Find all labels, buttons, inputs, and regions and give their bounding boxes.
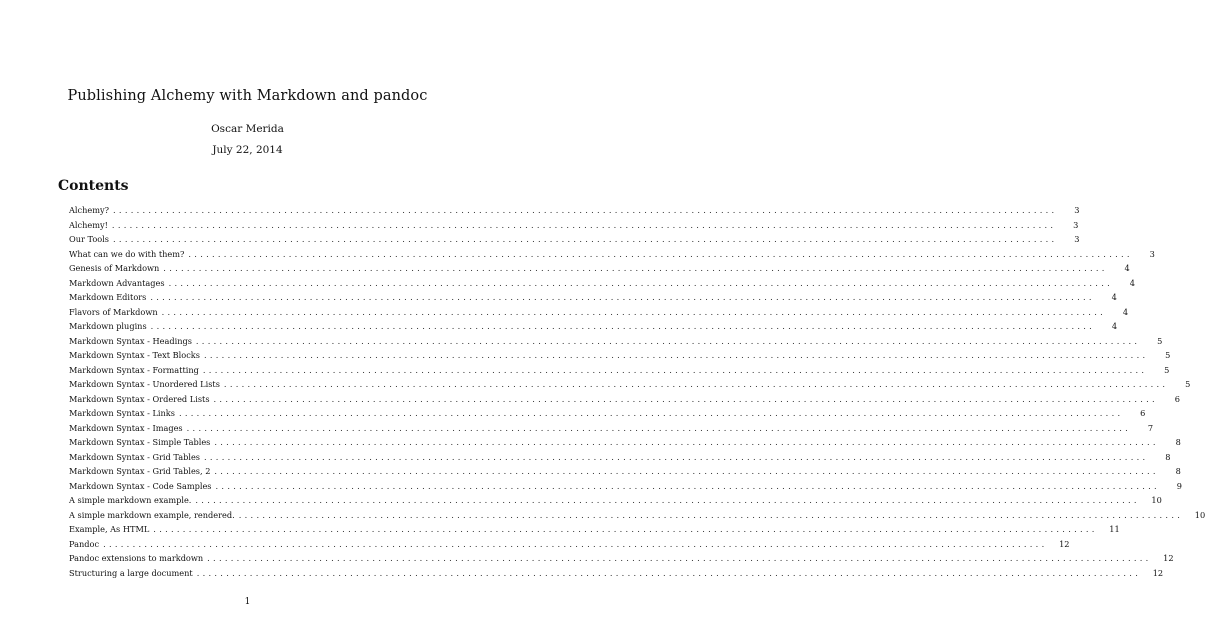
toc-entry-page: 12 xyxy=(1163,553,1174,563)
toc-leader-dots: ................................................................................................................................................................ xyxy=(178,408,1124,418)
toc-leader-dots: ................................................................................................................................................................ xyxy=(238,509,1184,520)
toc-entry[interactable] xyxy=(69,321,1118,336)
toc-entry[interactable] xyxy=(69,292,1117,307)
toc-entry-title[interactable]: Markdown Syntax - Unordered Lists xyxy=(69,379,220,389)
toc-entry[interactable] xyxy=(69,567,1164,583)
toc-leader-dots: ................................................................................................................................................................ xyxy=(161,306,1107,317)
toc-entry-title[interactable]: Genesis of Markdown xyxy=(69,263,160,273)
toc-entry[interactable] xyxy=(69,495,1162,510)
toc-entry-page: 5 xyxy=(1164,364,1170,375)
toc-entry-title[interactable]: Our Tools xyxy=(69,234,110,244)
toc-entry-page: 8 xyxy=(1175,437,1181,447)
toc-entry-page: 6 xyxy=(1174,393,1180,404)
toc-leader-dots: ................................................................................................................................................................ xyxy=(150,292,1095,302)
toc-entry-page: 5 xyxy=(1157,335,1163,346)
toc-leader-dots: ................................................................................................................................................................ xyxy=(103,538,1048,549)
toc-entry[interactable] xyxy=(69,306,1129,322)
toc-entry[interactable] xyxy=(69,379,1191,394)
toc-entry-title[interactable]: Markdown Syntax - Formatting xyxy=(69,364,199,375)
toc-entry-title[interactable]: Markdown plugins xyxy=(69,321,147,331)
toc-entry-title[interactable]: Markdown Syntax - Ordered Lists xyxy=(69,393,210,404)
toc-entry-title[interactable]: Markdown Syntax - Grid Tables xyxy=(69,451,200,462)
toc-entry[interactable] xyxy=(69,219,1079,235)
toc-entry-title[interactable]: Markdown Syntax - Grid Tables, 2 xyxy=(69,466,211,476)
toc-entry-page: 5 xyxy=(1165,350,1171,360)
toc-entry[interactable] xyxy=(69,234,1080,249)
toc-entry-page: 3 xyxy=(1074,205,1080,215)
toc-entry-title[interactable]: Structuring a large document xyxy=(69,567,193,578)
toc-entry[interactable] xyxy=(69,538,1070,554)
toc-leader-dots: ................................................................................................................................................................ xyxy=(153,524,1098,534)
toc-entry[interactable] xyxy=(69,263,1130,278)
toc-leader-dots: ................................................................................................................................................................ xyxy=(215,480,1160,491)
toc-entry-title[interactable]: Alchemy? xyxy=(69,205,110,215)
toc-entry[interactable] xyxy=(69,350,1171,365)
toc-leader-dots: ................................................................................................................................................................ xyxy=(188,248,1133,259)
toc-leader-dots: ................................................................................................................................................................ xyxy=(195,335,1141,346)
toc-entry[interactable] xyxy=(69,480,1182,496)
toc-entry-page: 4 xyxy=(1122,306,1129,317)
toc-entry-title[interactable]: Markdown Syntax - Headings xyxy=(69,335,192,346)
toc-entry-page: 8 xyxy=(1175,466,1181,476)
toc-entry-page: 11 xyxy=(1109,524,1120,534)
document-author: Oscar Merida xyxy=(211,123,284,135)
toc-entry[interactable] xyxy=(69,205,1080,220)
toc-entry-page: 10 xyxy=(1151,495,1162,505)
toc-leader-dots: ................................................................................................................................................................ xyxy=(203,350,1149,360)
toc-entry-title[interactable]: Flavors of Markdown xyxy=(69,306,158,317)
toc-entry-page: 4 xyxy=(1129,277,1136,288)
toc-entry-title[interactable]: Markdown Syntax - Text Blocks xyxy=(69,350,200,360)
toc-leader-dots: ................................................................................................................................................................ xyxy=(223,379,1169,389)
toc-entry-page: 6 xyxy=(1140,408,1146,418)
toc-leader-dots: ................................................................................................................................................................ xyxy=(168,277,1114,288)
toc-entry-title[interactable]: Markdown Syntax - Code Samples xyxy=(69,480,212,491)
toc-leader-dots: ................................................................................................................................................................ xyxy=(150,321,1096,331)
toc-entry-title[interactable]: Pandoc xyxy=(69,538,100,549)
toc-leader-dots: ................................................................................................................................................................ xyxy=(186,422,1132,433)
toc-entry-page: 4 xyxy=(1124,263,1130,273)
toc-leader-dots: ................................................................................................................................................................ xyxy=(113,234,1058,244)
toc-leader-dots: ................................................................................................................................................................ xyxy=(196,567,1142,578)
toc-entry-title[interactable]: Alchemy! xyxy=(69,219,108,230)
toc-entry[interactable] xyxy=(69,553,1174,568)
document-date: July 22, 2014 xyxy=(212,144,283,156)
toc-entry-title[interactable]: Markdown Syntax - Links xyxy=(69,408,175,418)
toc-leader-dots: ................................................................................................................................................................ xyxy=(207,553,1152,563)
toc-entry[interactable] xyxy=(69,524,1120,539)
toc-entry-title[interactable]: Markdown Syntax - Images xyxy=(69,422,183,433)
toc-entry[interactable] xyxy=(69,335,1163,351)
toc-leader-dots: ................................................................................................................................................................ xyxy=(214,437,1159,447)
document-title: Publishing Alchemy with Markdown and pandoc xyxy=(67,88,428,104)
toc-leader-dots: ................................................................................................................................................................ xyxy=(214,466,1159,476)
toc-entry[interactable] xyxy=(69,364,1170,380)
toc-entry-page: 3 xyxy=(1074,234,1080,244)
table-of-contents xyxy=(69,205,1205,582)
toc-entry-page: 5 xyxy=(1185,379,1191,389)
toc-leader-dots: ................................................................................................................................................................ xyxy=(111,219,1057,230)
toc-entry[interactable] xyxy=(69,451,1171,467)
toc-entry-title[interactable]: Pandoc extensions to markdown xyxy=(69,553,204,563)
toc-leader-dots: ................................................................................................................................................................ xyxy=(195,495,1140,505)
toc-entry[interactable] xyxy=(69,422,1154,438)
toc-entry[interactable] xyxy=(69,509,1205,525)
toc-entry-page: 8 xyxy=(1165,451,1171,462)
toc-entry-title[interactable]: A simple markdown example. xyxy=(69,495,192,505)
toc-leader-dots: ................................................................................................................................................................ xyxy=(113,205,1058,215)
toc-leader-dots: ................................................................................................................................................................ xyxy=(213,393,1158,404)
page-number: 1 xyxy=(244,597,251,607)
toc-entry[interactable] xyxy=(69,248,1155,264)
toc-entry[interactable] xyxy=(69,437,1181,452)
toc-entry-title[interactable]: Markdown Editors xyxy=(69,292,147,302)
toc-entry-title[interactable]: What can we do with them? xyxy=(69,248,185,259)
toc-entry-title[interactable]: Markdown Advantages xyxy=(69,277,165,288)
toc-entry-page: 7 xyxy=(1147,422,1154,433)
toc-leader-dots: ................................................................................................................................................................ xyxy=(163,263,1108,273)
toc-entry[interactable] xyxy=(69,408,1146,423)
toc-leader-dots: ................................................................................................................................................................ xyxy=(204,451,1149,462)
toc-entry[interactable] xyxy=(69,277,1136,293)
toc-entry[interactable] xyxy=(69,466,1181,481)
toc-entry-page: 3 xyxy=(1073,219,1079,230)
toc-entry-page: 9 xyxy=(1176,480,1182,491)
toc-leader-dots: ................................................................................................................................................................ xyxy=(202,364,1148,375)
toc-entry-page: 4 xyxy=(1111,292,1117,302)
toc-entry-page: 4 xyxy=(1111,321,1118,331)
contents-heading: Contents xyxy=(58,178,129,194)
toc-entry-page: 12 xyxy=(1152,567,1164,578)
toc-entry-title[interactable]: Example, As HTML xyxy=(69,524,150,534)
toc-entry-page: 12 xyxy=(1059,538,1070,549)
toc-entry-title[interactable]: Markdown Syntax - Simple Tables xyxy=(69,437,211,447)
toc-entry-title[interactable]: A simple markdown example, rendered. xyxy=(69,509,235,520)
toc-entry[interactable] xyxy=(69,393,1180,409)
toc-entry-page: 3 xyxy=(1149,248,1155,259)
toc-entry-page: 10 xyxy=(1194,509,1205,520)
